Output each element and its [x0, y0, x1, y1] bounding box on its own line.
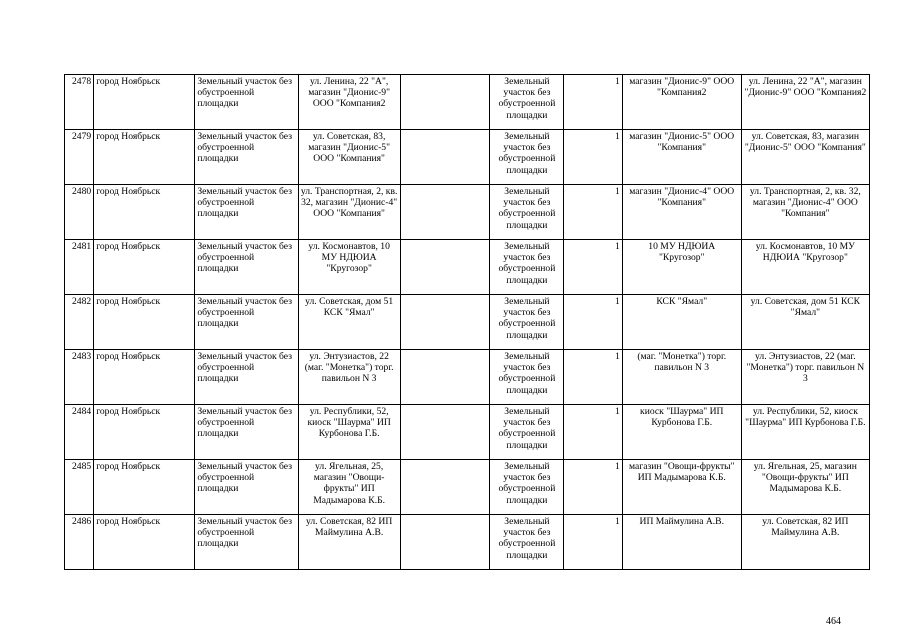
empty-cell — [400, 130, 490, 185]
count-cell: 1 — [564, 295, 622, 350]
location-cell: ул. Ягельная, 25, магазин "Овощи-фрукты" ИП Мадымарова К.Б. — [741, 460, 869, 515]
location-cell: ул. Энтузиастов, 22 (маг. "Монетка") торг. павильон N 3 — [741, 350, 869, 405]
count-cell: 1 — [564, 240, 622, 295]
address-cell: ул. Ягельная, 25, магазин "Овощи-фрукты" ИП Мадымарова К.Б. — [298, 460, 400, 515]
address-cell: ул. Советская, 83, магазин "Дионис-5" ООО "Компания" — [298, 130, 400, 185]
land-type-cell: Земельный участок без обустроенной площадки — [195, 295, 298, 350]
owner-cell: магазин "Дионис-5" ООО "Компания" — [622, 130, 741, 185]
owner-cell: киоск "Шаурма" ИП Курбонова Г.Б. — [622, 405, 741, 460]
city-cell: город Ноябрьск — [94, 240, 195, 295]
land-type-cell: Земельный участок без обустроенной площадки — [195, 130, 298, 185]
owner-cell: 10 МУ НДЮИА "Кругозор" — [622, 240, 741, 295]
row-number: 2480 — [65, 185, 94, 240]
object-type-cell: Земельный участок без обустроенной площадки — [490, 350, 564, 405]
registry-table — [64, 74, 870, 570]
table-row — [65, 240, 870, 295]
city-cell: город Ноябрьск — [94, 350, 195, 405]
page-number: 464 — [826, 616, 841, 627]
location-cell: ул. Советская, 82 ИП Маймулина А.В. — [741, 515, 869, 570]
row-number: 2479 — [65, 130, 94, 185]
owner-cell: ИП Маймулина А.В. — [622, 515, 741, 570]
object-type-cell: Земельный участок без обустроенной площадки — [490, 130, 564, 185]
count-cell: 1 — [564, 185, 622, 240]
address-cell: ул. Ленина, 22 "А", магазин "Дионис-9" ООО "Компания2 — [298, 75, 400, 130]
table-row — [65, 350, 870, 405]
city-cell: город Ноябрьск — [94, 295, 195, 350]
count-cell: 1 — [564, 460, 622, 515]
owner-cell: КСК "Ямал" — [622, 295, 741, 350]
address-cell: ул. Космонавтов, 10 МУ НДЮИА "Кругозор" — [298, 240, 400, 295]
row-number: 2485 — [65, 460, 94, 515]
land-type-cell: Земельный участок без обустроенной площадки — [195, 460, 298, 515]
empty-cell — [400, 295, 490, 350]
table-row — [65, 460, 870, 515]
row-number: 2483 — [65, 350, 94, 405]
land-type-cell: Земельный участок без обустроенной площадки — [195, 405, 298, 460]
empty-cell — [400, 460, 490, 515]
land-type-cell: Земельный участок без обустроенной площадки — [195, 240, 298, 295]
location-cell: ул. Ленина, 22 "А", магазин "Дионис-9" ООО "Компания2 — [741, 75, 869, 130]
owner-cell: магазин "Дионис-9" ООО "Компания2 — [622, 75, 741, 130]
count-cell: 1 — [564, 350, 622, 405]
count-cell: 1 — [564, 75, 622, 130]
object-type-cell: Земельный участок без обустроенной площадки — [490, 460, 564, 515]
address-cell: ул. Республики, 52, киоск "Шаурма" ИП Курбонова Г.Б. — [298, 405, 400, 460]
empty-cell — [400, 405, 490, 460]
owner-cell: (маг. "Монетка") торг. павильон N 3 — [622, 350, 741, 405]
empty-cell — [400, 75, 490, 130]
table-row — [65, 405, 870, 460]
city-cell: город Ноябрьск — [94, 405, 195, 460]
object-type-cell: Земельный участок без обустроенной площадки — [490, 185, 564, 240]
location-cell: ул. Транспортная, 2, кв. 32, магазин "Дионис-4" ООО "Компания" — [741, 185, 869, 240]
empty-cell — [400, 240, 490, 295]
object-type-cell: Земельный участок без обустроенной площадки — [490, 295, 564, 350]
location-cell: ул. Космонавтов, 10 МУ НДЮИА "Кругозор" — [741, 240, 869, 295]
count-cell: 1 — [564, 405, 622, 460]
table-row — [65, 130, 870, 185]
address-cell: ул. Энтузиастов, 22 (маг. "Монетка") торг. павильон N 3 — [298, 350, 400, 405]
land-type-cell: Земельный участок без обустроенной площадки — [195, 350, 298, 405]
location-cell: ул. Советская, дом 51 КСК "Ямал" — [741, 295, 869, 350]
row-number: 2481 — [65, 240, 94, 295]
location-cell: ул. Республики, 52, киоск "Шаурма" ИП Курбонова Г.Б. — [741, 405, 869, 460]
address-cell: ул. Транспортная, 2, кв. 32, магазин "Дионис-4" ООО "Компания" — [298, 185, 400, 240]
row-number: 2486 — [65, 515, 94, 570]
city-cell: город Ноябрьск — [94, 185, 195, 240]
empty-cell — [400, 350, 490, 405]
row-number: 2482 — [65, 295, 94, 350]
address-cell: ул. Советская, дом 51 КСК "Ямал" — [298, 295, 400, 350]
owner-cell: магазин "Дионис-4" ООО "Компания" — [622, 185, 741, 240]
address-cell: ул. Советская, 82 ИП Маймулина А.В. — [298, 515, 400, 570]
table-row — [65, 185, 870, 240]
city-cell: город Ноябрьск — [94, 460, 195, 515]
city-cell: город Ноябрьск — [94, 75, 195, 130]
table-row — [65, 75, 870, 130]
land-type-cell: Земельный участок без обустроенной площадки — [195, 515, 298, 570]
land-type-cell: Земельный участок без обустроенной площадки — [195, 185, 298, 240]
owner-cell: магазин "Овощи-фрукты" ИП Мадымарова К.Б. — [622, 460, 741, 515]
empty-cell — [400, 185, 490, 240]
row-number: 2484 — [65, 405, 94, 460]
city-cell: город Ноябрьск — [94, 515, 195, 570]
location-cell: ул. Советская, 83, магазин "Дионис-5" ООО "Компания" — [741, 130, 869, 185]
row-number: 2478 — [65, 75, 94, 130]
object-type-cell: Земельный участок без обустроенной площадки — [490, 515, 564, 570]
city-cell: город Ноябрьск — [94, 130, 195, 185]
object-type-cell: Земельный участок без обустроенной площадки — [490, 240, 564, 295]
land-type-cell: Земельный участок без обустроенной площадки — [195, 75, 298, 130]
count-cell: 1 — [564, 515, 622, 570]
empty-cell — [400, 515, 490, 570]
object-type-cell: Земельный участок без обустроенной площадки — [490, 405, 564, 460]
count-cell: 1 — [564, 130, 622, 185]
table-row — [65, 515, 870, 570]
registry-body — [65, 75, 870, 570]
object-type-cell: Земельный участок без обустроенной площадки — [490, 75, 564, 130]
table-row — [65, 295, 870, 350]
